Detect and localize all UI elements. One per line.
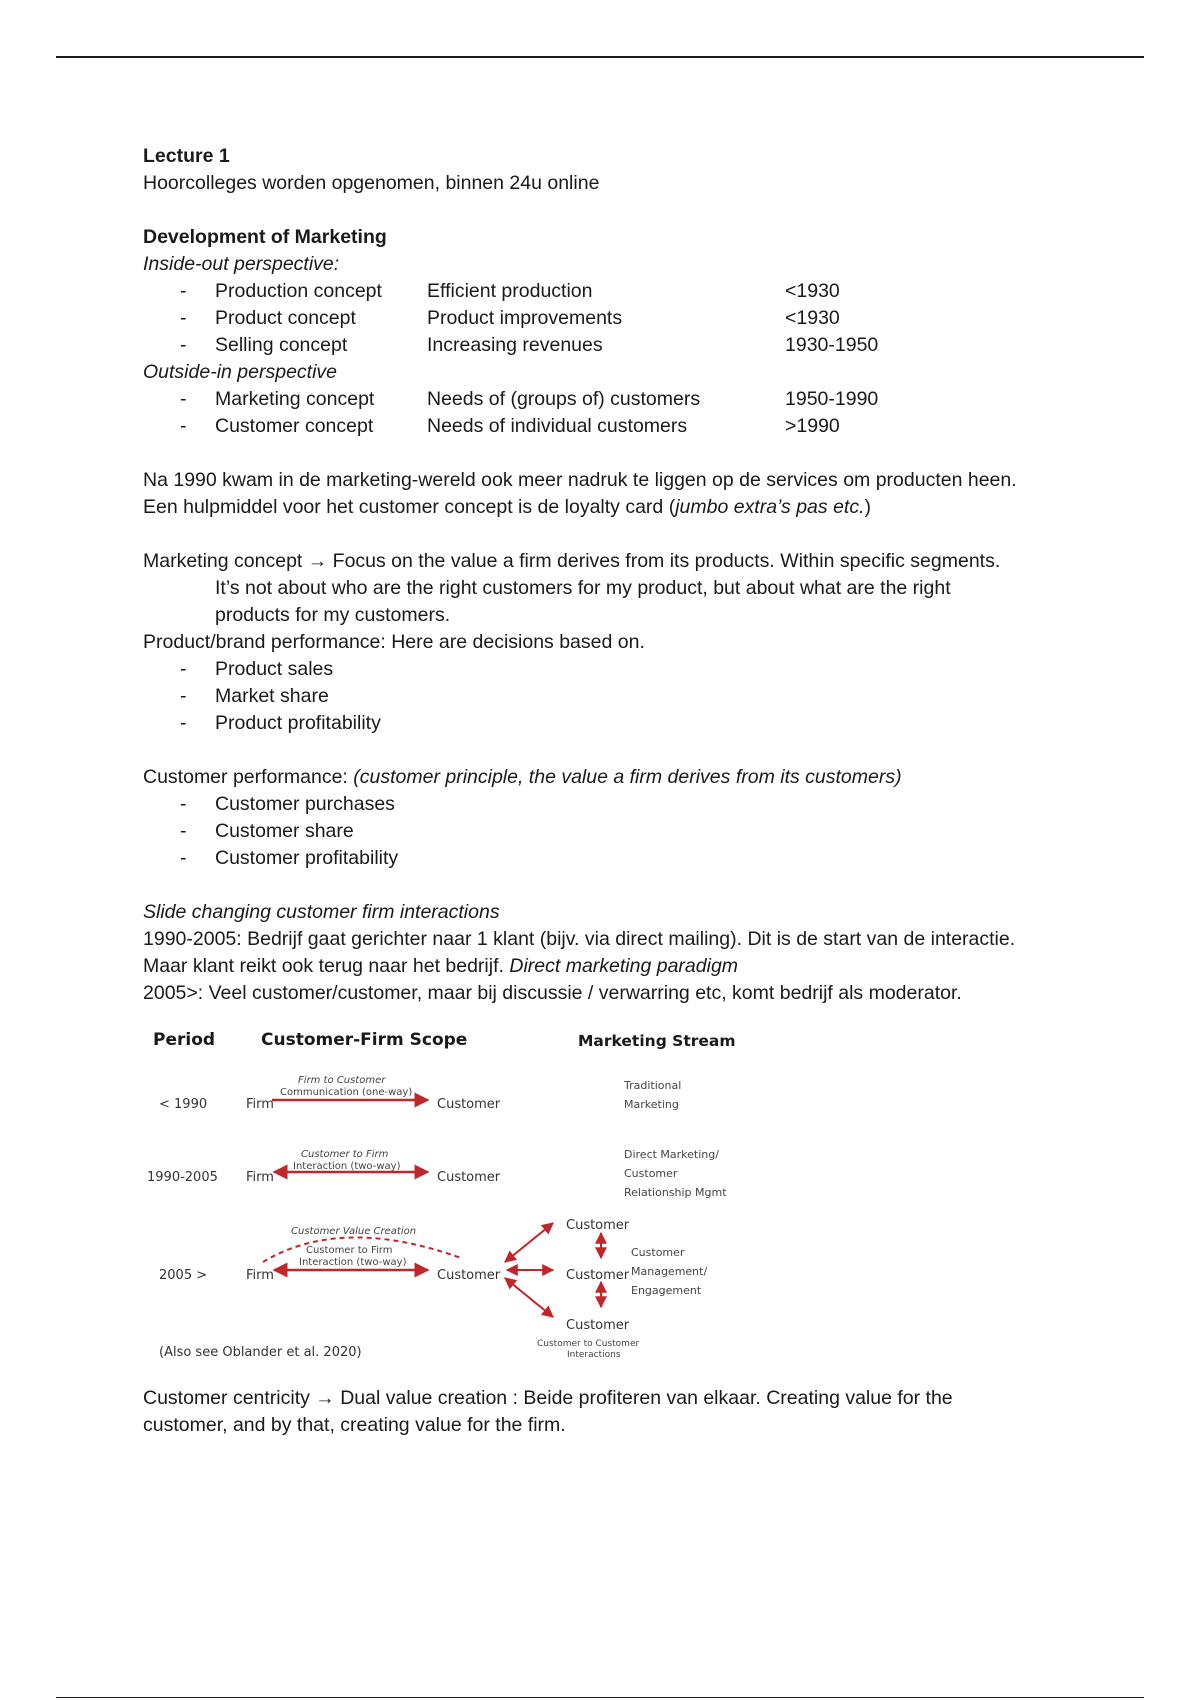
list-item: - Product profitability <box>180 712 381 734</box>
marketing-concept-explanation-end: products for my customers. <box>215 604 451 626</box>
product-performance-heading: Product/brand performance: Here are decisions based on. <box>143 631 645 653</box>
customer-label: Customer <box>437 1097 501 1112</box>
interactions-heading: Slide changing customer firm interactions <box>143 901 500 923</box>
marketing-concept-line: Marketing concept → Focus on the value a firm derives from its products. Within specific segments. <box>143 550 1001 572</box>
centricity-line-end: customer, and by that, creating value for the firm. <box>143 1414 566 1436</box>
firm-label: Firm <box>246 1268 274 1283</box>
stream-label: Relationship Mgmt <box>624 1186 727 1199</box>
concept-row: - Customer concept Needs of individual customers >1990 <box>143 413 1103 440</box>
customer-performance-heading: Customer performance: (customer principle, the value a firm derives from its customers) <box>143 766 902 788</box>
list-item: - Market share <box>180 685 329 707</box>
stream-label: Customer <box>631 1246 685 1259</box>
loyalty-suffix: ) <box>864 496 872 518</box>
stream-label: Customer <box>624 1167 678 1180</box>
customer-label: Customer <box>437 1170 501 1185</box>
footer-rule <box>56 1697 1144 1698</box>
loyalty-prefix: Een hulpmiddel voor het customer concept is de loyalty card ( <box>143 496 676 518</box>
header-stream: Marketing Stream <box>578 1032 736 1050</box>
loyalty-example: jumbo extra’s pas etc. <box>675 496 865 518</box>
centricity-line: Customer centricity → Dual value creation : Beide profiteren van elkaar. Creating value for the <box>143 1387 953 1409</box>
arrow-label: Customer to Firm <box>301 1149 389 1160</box>
interactions-line: 1990-2005: Bedrijf gaat gerichter naar 1 klant (bijv. via direct mailing). Dit is de start van de interactie. <box>143 928 1016 950</box>
concept-focus: Needs of individual customers <box>427 415 688 437</box>
row-period: 2005 > <box>159 1268 208 1283</box>
row-period: 1990-2005 <box>147 1170 218 1185</box>
stream-label: Traditional <box>624 1079 682 1092</box>
services-note-line: Na 1990 kwam in de marketing-wereld ook meer nadruk te liggen op de services om producten heen. <box>143 469 1017 491</box>
concept-period: 1930-1950 <box>785 334 879 356</box>
stream-label: Direct Marketing/ <box>624 1148 719 1161</box>
network-customer: Customer <box>566 1318 630 1333</box>
network-arrow-up <box>505 1223 553 1262</box>
concept-name: Product concept <box>215 307 356 329</box>
header-period: Period <box>153 1030 216 1050</box>
stream-label: Management/ <box>631 1265 708 1278</box>
concept-focus: Product improvements <box>427 307 623 329</box>
concept-period: <1930 <box>785 280 840 302</box>
concept-row: - Product concept Product improvements <1930 <box>143 305 1103 332</box>
concept-row: - Marketing concept Needs of (groups of) customers 1950-1990 <box>143 386 1103 413</box>
lecture-title: Lecture 1 <box>143 145 230 167</box>
network-customer: Customer <box>566 1268 630 1283</box>
interactions-diagram <box>141 1015 761 1375</box>
arrow-label: Customer to Firm <box>306 1245 393 1256</box>
outside-in-label: Outside-in perspective <box>143 361 338 383</box>
firm-label: Firm <box>246 1097 274 1112</box>
firm-label: Firm <box>246 1170 274 1185</box>
concept-period: >1990 <box>785 415 840 437</box>
network-customer: Customer <box>566 1218 630 1233</box>
figure-source: (Also see Oblander et al. 2020) <box>159 1345 362 1360</box>
interactions-line: 2005>: Veel customer/customer, maar bij discussie / verwarring etc, komt bedrijf als moderator. <box>143 982 962 1004</box>
concept-row: - Selling concept Increasing revenues 1930-1950 <box>143 332 1103 359</box>
concept-period: <1930 <box>785 307 840 329</box>
arrow-label: Interaction (two-way) <box>293 1161 401 1172</box>
network-caption: Customer to Customer <box>537 1339 640 1349</box>
arrow-label: Communication (one-way) <box>280 1087 413 1098</box>
concept-name: Selling concept <box>215 334 348 356</box>
concept-name: Production concept <box>215 280 382 302</box>
stream-label: Marketing <box>624 1098 679 1111</box>
row-period: < 1990 <box>159 1097 208 1112</box>
development-heading: Development of Marketing <box>143 226 387 248</box>
concept-focus: Needs of (groups of) customers <box>427 388 701 410</box>
arrow-label: Interaction (two-way) <box>299 1257 407 1268</box>
list-item: - Customer profitability <box>180 847 399 869</box>
header-rule <box>56 56 1144 58</box>
concept-row: - Production concept Efficient production <1930 <box>143 278 1103 305</box>
list-item: - Customer share <box>180 820 354 842</box>
concept-name: Marketing concept <box>215 388 375 410</box>
header-scope: Customer-Firm Scope <box>261 1030 468 1050</box>
list-item: - Product sales <box>180 658 334 680</box>
value-creation-label: Customer Value Creation <box>291 1226 417 1237</box>
customer-label: Customer <box>437 1268 501 1283</box>
concept-focus: Increasing revenues <box>427 334 603 356</box>
list-item: - Customer purchases <box>180 793 395 815</box>
network-arrow-down <box>505 1278 553 1317</box>
concept-period: 1950-1990 <box>785 388 879 410</box>
arrow-label: Firm to Customer <box>298 1075 386 1086</box>
interactions-line: Maar klant reikt ook terug naar het bedrijf. Direct marketing paradigm <box>143 955 739 977</box>
concept-focus: Efficient production <box>427 280 593 302</box>
network-caption: Interactions <box>567 1350 621 1360</box>
marketing-concept-explanation: It’s not about who are the right customers for my product, but about what are the right <box>215 577 951 599</box>
loyalty-card-line <box>143 494 1103 521</box>
concept-name: Customer concept <box>215 415 374 437</box>
inside-out-label: Inside-out perspective: <box>143 253 340 275</box>
lecture-subtitle: Hoorcolleges worden opgenomen, binnen 24u online <box>143 172 600 194</box>
document-body <box>143 143 1103 1439</box>
stream-label: Engagement <box>631 1284 702 1297</box>
